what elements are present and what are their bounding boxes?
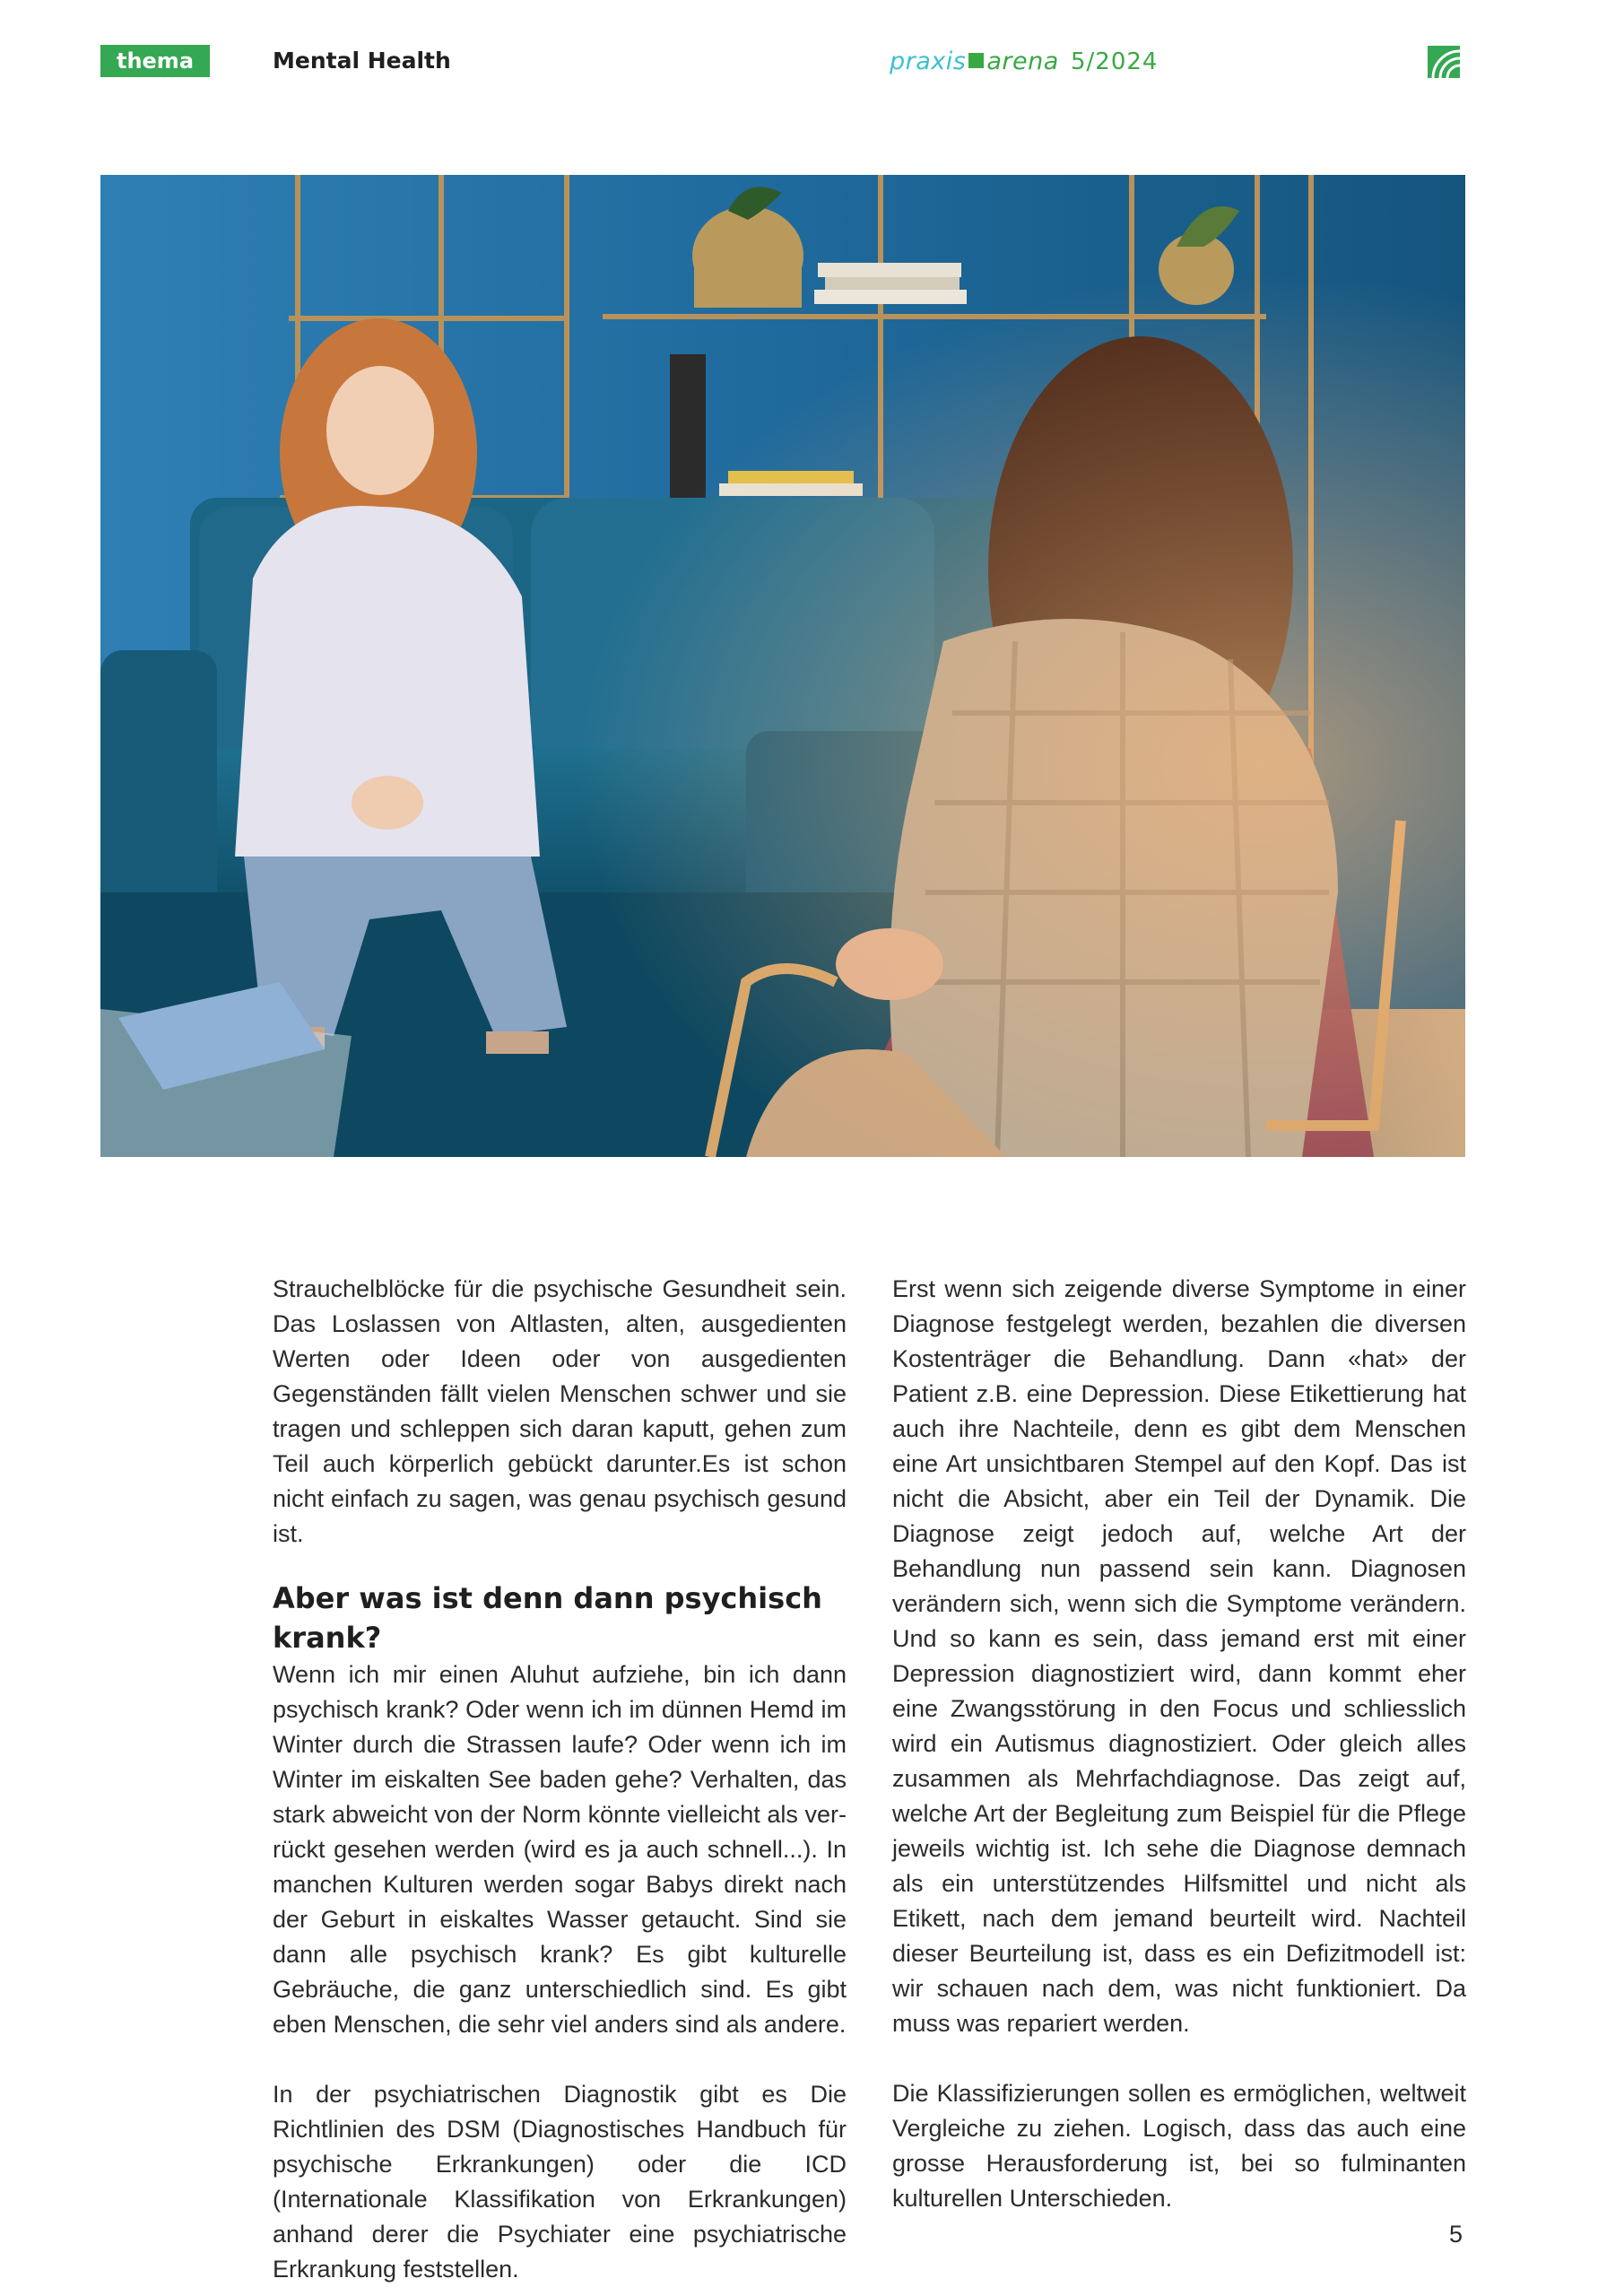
brand-part-arena: arena [986, 48, 1059, 75]
paragraph: In der psychiatrischen Diagnostik gibt es Die Richtlinien des DSM (Diagnostisches Handbuch für psychische Erkrankungen) oder die ICD (Internationale Klassifikation von Erkrankungen) anhand derer die Psychiater eine psychiatrische Erkrankung feststellen. [273, 2081, 847, 2283]
page-header [100, 45, 1465, 79]
article-column-right [892, 1272, 1466, 2216]
page-number: 5 [1449, 2221, 1463, 2248]
paragraph: Die Klassifizierungen sollen es ermöglichen, weltweit Vergleiche zu ziehen. Logisch, dass das auch eine grosse Herausforderung ist, bei so fulminanten kulturellen Unterschieden. [892, 2080, 1466, 2212]
issue-number: 5/2024 [1071, 48, 1159, 75]
paragraph: Strauchelblöcke für die psychische Gesundheit sein. Das Loslassen von Altlasten, alten, ausgedienten Werten oder Ideen oder von ausgedienten Gegenständen fällt vielen Menschen schwer und sie tragen und schleppen sich daran kaputt, gehen zum Teil auch körperlich gebückt darunter.Es ist schon nicht einfach zu sagen, was genau psychisch gesund ist. [273, 1275, 847, 1547]
brand-square-icon [968, 53, 984, 68]
arc-logo-icon [1428, 46, 1460, 78]
paragraph: Erst wenn sich zeigende diverse Symptome in einer Diagnose festgelegt werden, bezahlen die diversen Kostenträger die Behandlung. Dann «hat» der Patient z.B. eine Depression. Diese Etikettierung hat auch ihre Nachteile, denn es gibt dem Menschen eine Art unsichtbaren Stempel auf den Kopf. Das ist nicht die Absicht, aber ein Teil der Dynamik. Die Diagnose zeigt jedoch auf, welche Art der Behandlung nun passend sein kann. Diagnosen verändern sich, wenn sich die Symptome verändern. Und so kann es sein, dass jemand erst mit einer Depression diagnostiziert wird, dann kommt eher eine Zwangsstörung in den Focus und schliesslich wird ein Autismus diagnostiziert. Oder gleich alles zusammen als Mehrfachdiagnose. Das zeigt auf, welche Art der Begleitung zum Beispiel für die Pflege jeweils wichtig ist. Ich sehe die Diagnose demnach als ein unterstützendes Hilfsmittel und nicht als Etikett, nach dem jemand beurteilt wird. Nachteil dieser Beurteilung ist, dass es ein Defizitmodell ist: wir schauen nach dem, was nicht funktioniert. Da muss was repariert werden. [892, 1275, 1466, 2037]
paragraph: Wenn ich mir einen Aluhut aufziehe, bin ich dann psychisch krank? Oder wenn ich im dünnen Hemd im Winter durch die Strassen laufe? Oder wenn ich im Winter im eiskalten See baden gehe? Verhalten, das stark abweicht von der Norm könnte vielleicht als ver-rückt gesehen werden (wird es ja auch schnell...). In manchen Kulturen werden sogar Babys direkt nach der Geburt in eiskaltes Wasser getaucht. Sind sie dann alle psychisch krank? Es gibt kulturelle Gebräuche, die ganz unterschiedlich sind. Es gibt eben Menschen, die sehr viel anders sind als andere. [273, 1661, 847, 2038]
brand-part-praxis: praxis [890, 48, 967, 75]
section-badge: thema [100, 45, 210, 77]
therapy-session-photo [100, 175, 1465, 1157]
section-heading: Aber was ist denn dann psychisch krank? [273, 1581, 822, 1655]
publisher-logo-icon [1428, 46, 1460, 78]
article-column-left [273, 1272, 847, 2287]
section-title: Mental Health [273, 48, 451, 74]
photo-illustration [100, 175, 1465, 1157]
magazine-logo-text [890, 45, 1059, 79]
